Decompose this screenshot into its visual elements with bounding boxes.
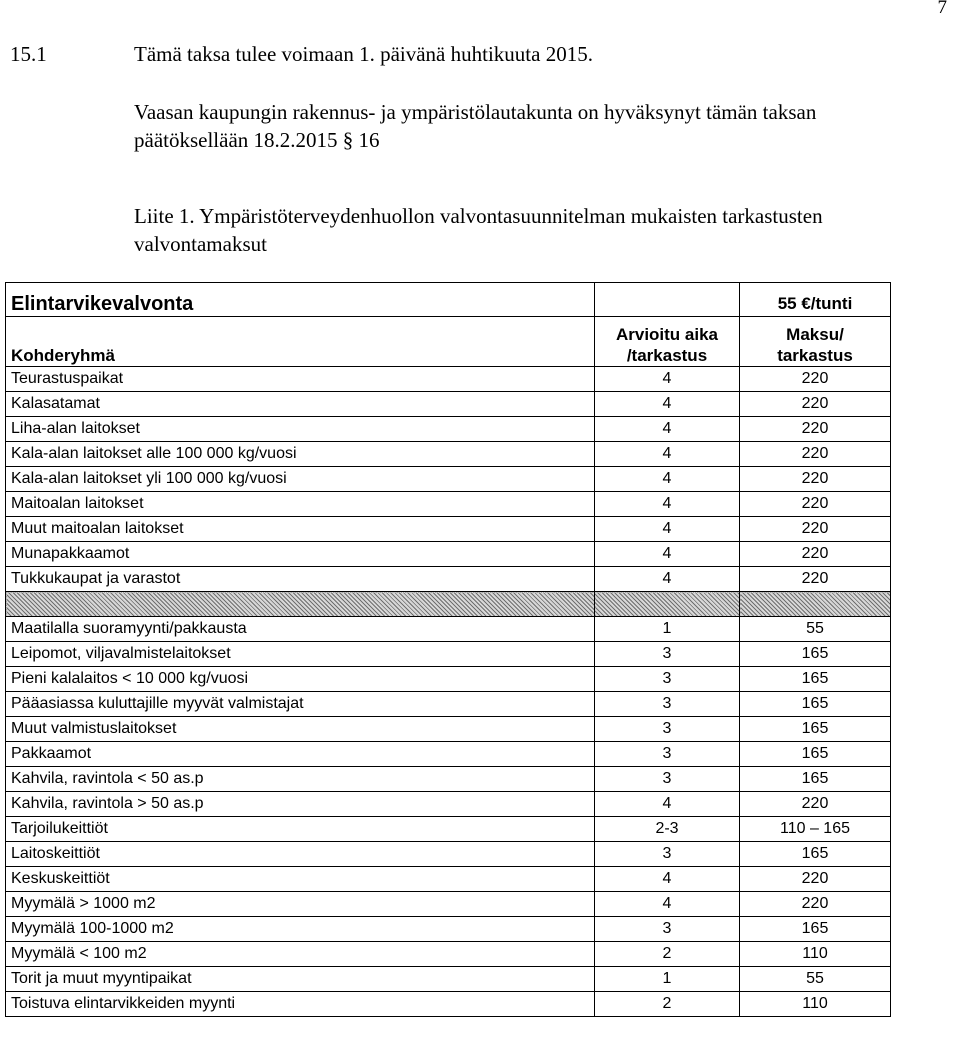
row-fee: 165 <box>740 692 891 717</box>
row-time: 3 <box>595 842 740 867</box>
row-fee: 220 <box>740 867 891 892</box>
row-fee: 110 <box>740 992 891 1017</box>
row-group-name: Toistuva elintarvikkeiden myynti <box>6 992 595 1017</box>
row-group-name: Pääasiassa kuluttajille myyvät valmistajat <box>6 692 595 717</box>
header-time-line2: /tarkastus <box>626 346 708 365</box>
table-row <box>6 717 891 742</box>
table-row <box>6 442 891 467</box>
section-text: Tämä taksa tulee voimaan 1. päivänä huhtikuuta 2015. <box>134 42 593 66</box>
table-row <box>6 417 891 442</box>
table-title-row <box>6 283 891 317</box>
row-group-name: Tarjoilukeittiöt <box>6 817 595 842</box>
row-group-name: Myymälä 100-1000 m2 <box>6 917 595 942</box>
table-row <box>6 567 891 592</box>
row-time: 4 <box>595 392 740 417</box>
row-time: 4 <box>595 542 740 567</box>
row-fee: 165 <box>740 717 891 742</box>
table-row <box>6 942 891 967</box>
row-group-name: Muut valmistuslaitokset <box>6 717 595 742</box>
row-fee: 165 <box>740 742 891 767</box>
row-group-name: Maitoalan laitokset <box>6 492 595 517</box>
row-group-name: Muut maitoalan laitokset <box>6 517 595 542</box>
row-time: 1 <box>595 617 740 642</box>
row-fee: 220 <box>740 367 891 392</box>
row-group-name: Kahvila, ravintola < 50 as.p <box>6 767 595 792</box>
row-time: 4 <box>595 567 740 592</box>
row-fee: 220 <box>740 542 891 567</box>
row-time: 3 <box>595 692 740 717</box>
row-fee: 220 <box>740 567 891 592</box>
row-fee: 165 <box>740 842 891 867</box>
table-row <box>6 892 891 917</box>
table-row <box>6 392 891 417</box>
table-title: Elintarvikevalvonta <box>6 283 595 317</box>
table-row <box>6 767 891 792</box>
row-time: 3 <box>595 642 740 667</box>
row-fee: 220 <box>740 467 891 492</box>
row-time: 3 <box>595 917 740 942</box>
hatched-cell <box>6 592 595 617</box>
table-row <box>6 742 891 767</box>
row-fee: 110 – 165 <box>740 817 891 842</box>
row-time: 3 <box>595 742 740 767</box>
table-row <box>6 642 891 667</box>
hatched-separator-row <box>6 592 891 617</box>
row-group-name: Keskuskeittiöt <box>6 867 595 892</box>
header-group: Kohderyhmä <box>6 317 595 367</box>
table-row <box>6 367 891 392</box>
row-group-name: Kahvila, ravintola > 50 as.p <box>6 792 595 817</box>
table-row <box>6 667 891 692</box>
row-time: 4 <box>595 442 740 467</box>
row-time: 2-3 <box>595 817 740 842</box>
row-fee: 165 <box>740 917 891 942</box>
row-fee: 55 <box>740 967 891 992</box>
hatched-cell <box>595 592 740 617</box>
row-time: 2 <box>595 992 740 1017</box>
table-row <box>6 842 891 867</box>
row-group-name: Leipomot, viljavalmistelaitokset <box>6 642 595 667</box>
row-fee: 220 <box>740 392 891 417</box>
table-row <box>6 992 891 1017</box>
row-time: 4 <box>595 792 740 817</box>
row-fee: 220 <box>740 417 891 442</box>
row-group-name: Pieni kalalaitos < 10 000 kg/vuosi <box>6 667 595 692</box>
row-time: 4 <box>595 417 740 442</box>
row-fee: 220 <box>740 892 891 917</box>
section-number: 15.1 <box>10 42 47 66</box>
row-fee: 55 <box>740 617 891 642</box>
table-row <box>6 867 891 892</box>
row-time: 3 <box>595 767 740 792</box>
row-group-name: Tukkukaupat ja varastot <box>6 567 595 592</box>
row-time: 3 <box>595 717 740 742</box>
row-group-name: Munapakkaamot <box>6 542 595 567</box>
table-row <box>6 967 891 992</box>
table-row <box>6 817 891 842</box>
table-header-row <box>6 317 891 367</box>
table-row <box>6 492 891 517</box>
hatched-cell <box>740 592 891 617</box>
table-row <box>6 617 891 642</box>
row-group-name: Kala-alan laitokset yli 100 000 kg/vuosi <box>6 467 595 492</box>
row-fee: 165 <box>740 642 891 667</box>
section-paragraph <box>10 40 930 68</box>
page-number: 7 <box>937 0 947 18</box>
row-fee: 165 <box>740 667 891 692</box>
row-time: 4 <box>595 892 740 917</box>
row-time: 4 <box>595 467 740 492</box>
table-row <box>6 467 891 492</box>
hourly-rate: 55 €/tunti <box>740 283 891 317</box>
row-fee: 220 <box>740 517 891 542</box>
row-group-name: Kalasatamat <box>6 392 595 417</box>
header-fee <box>740 317 891 367</box>
empty-cell <box>595 283 740 317</box>
table-row <box>6 792 891 817</box>
row-fee: 220 <box>740 792 891 817</box>
fee-table <box>5 282 891 1017</box>
header-fee-line2: tarkastus <box>777 346 853 365</box>
header-time-line1: Arvioitu aika <box>615 325 719 344</box>
table-row <box>6 517 891 542</box>
approval-paragraph: Vaasan kaupungin rakennus- ja ympäristölautakunta on hyväksynyt tämän taksan päätöksellään 18.2.2015 § 16 <box>134 100 817 152</box>
header-fee-line1: Maksu/ <box>786 325 844 344</box>
row-group-name: Kala-alan laitokset alle 100 000 kg/vuosi <box>6 442 595 467</box>
row-fee: 110 <box>740 942 891 967</box>
row-time: 4 <box>595 517 740 542</box>
row-time: 4 <box>595 867 740 892</box>
row-fee: 220 <box>740 492 891 517</box>
row-fee: 220 <box>740 442 891 467</box>
table-row <box>6 692 891 717</box>
row-group-name: Myymälä > 1000 m2 <box>6 892 595 917</box>
appendix-title: Liite 1. Ympäristöterveydenhuollon valvontasuunnitelman mukaisten tarkastusten valvontamaksut <box>134 204 823 256</box>
row-group-name: Myymälä < 100 m2 <box>6 942 595 967</box>
row-group-name: Maatilalla suoramyynti/pakkausta <box>6 617 595 642</box>
row-group-name: Liha-alan laitokset <box>6 417 595 442</box>
table-row <box>6 917 891 942</box>
row-time: 1 <box>595 967 740 992</box>
row-time: 4 <box>595 367 740 392</box>
row-group-name: Teurastuspaikat <box>6 367 595 392</box>
header-time <box>595 317 740 367</box>
table-row <box>6 542 891 567</box>
row-fee: 165 <box>740 767 891 792</box>
row-group-name: Laitoskeittiöt <box>6 842 595 867</box>
row-group-name: Torit ja muut myyntipaikat <box>6 967 595 992</box>
row-time: 4 <box>595 492 740 517</box>
row-time: 3 <box>595 667 740 692</box>
row-time: 2 <box>595 942 740 967</box>
row-group-name: Pakkaamot <box>6 742 595 767</box>
